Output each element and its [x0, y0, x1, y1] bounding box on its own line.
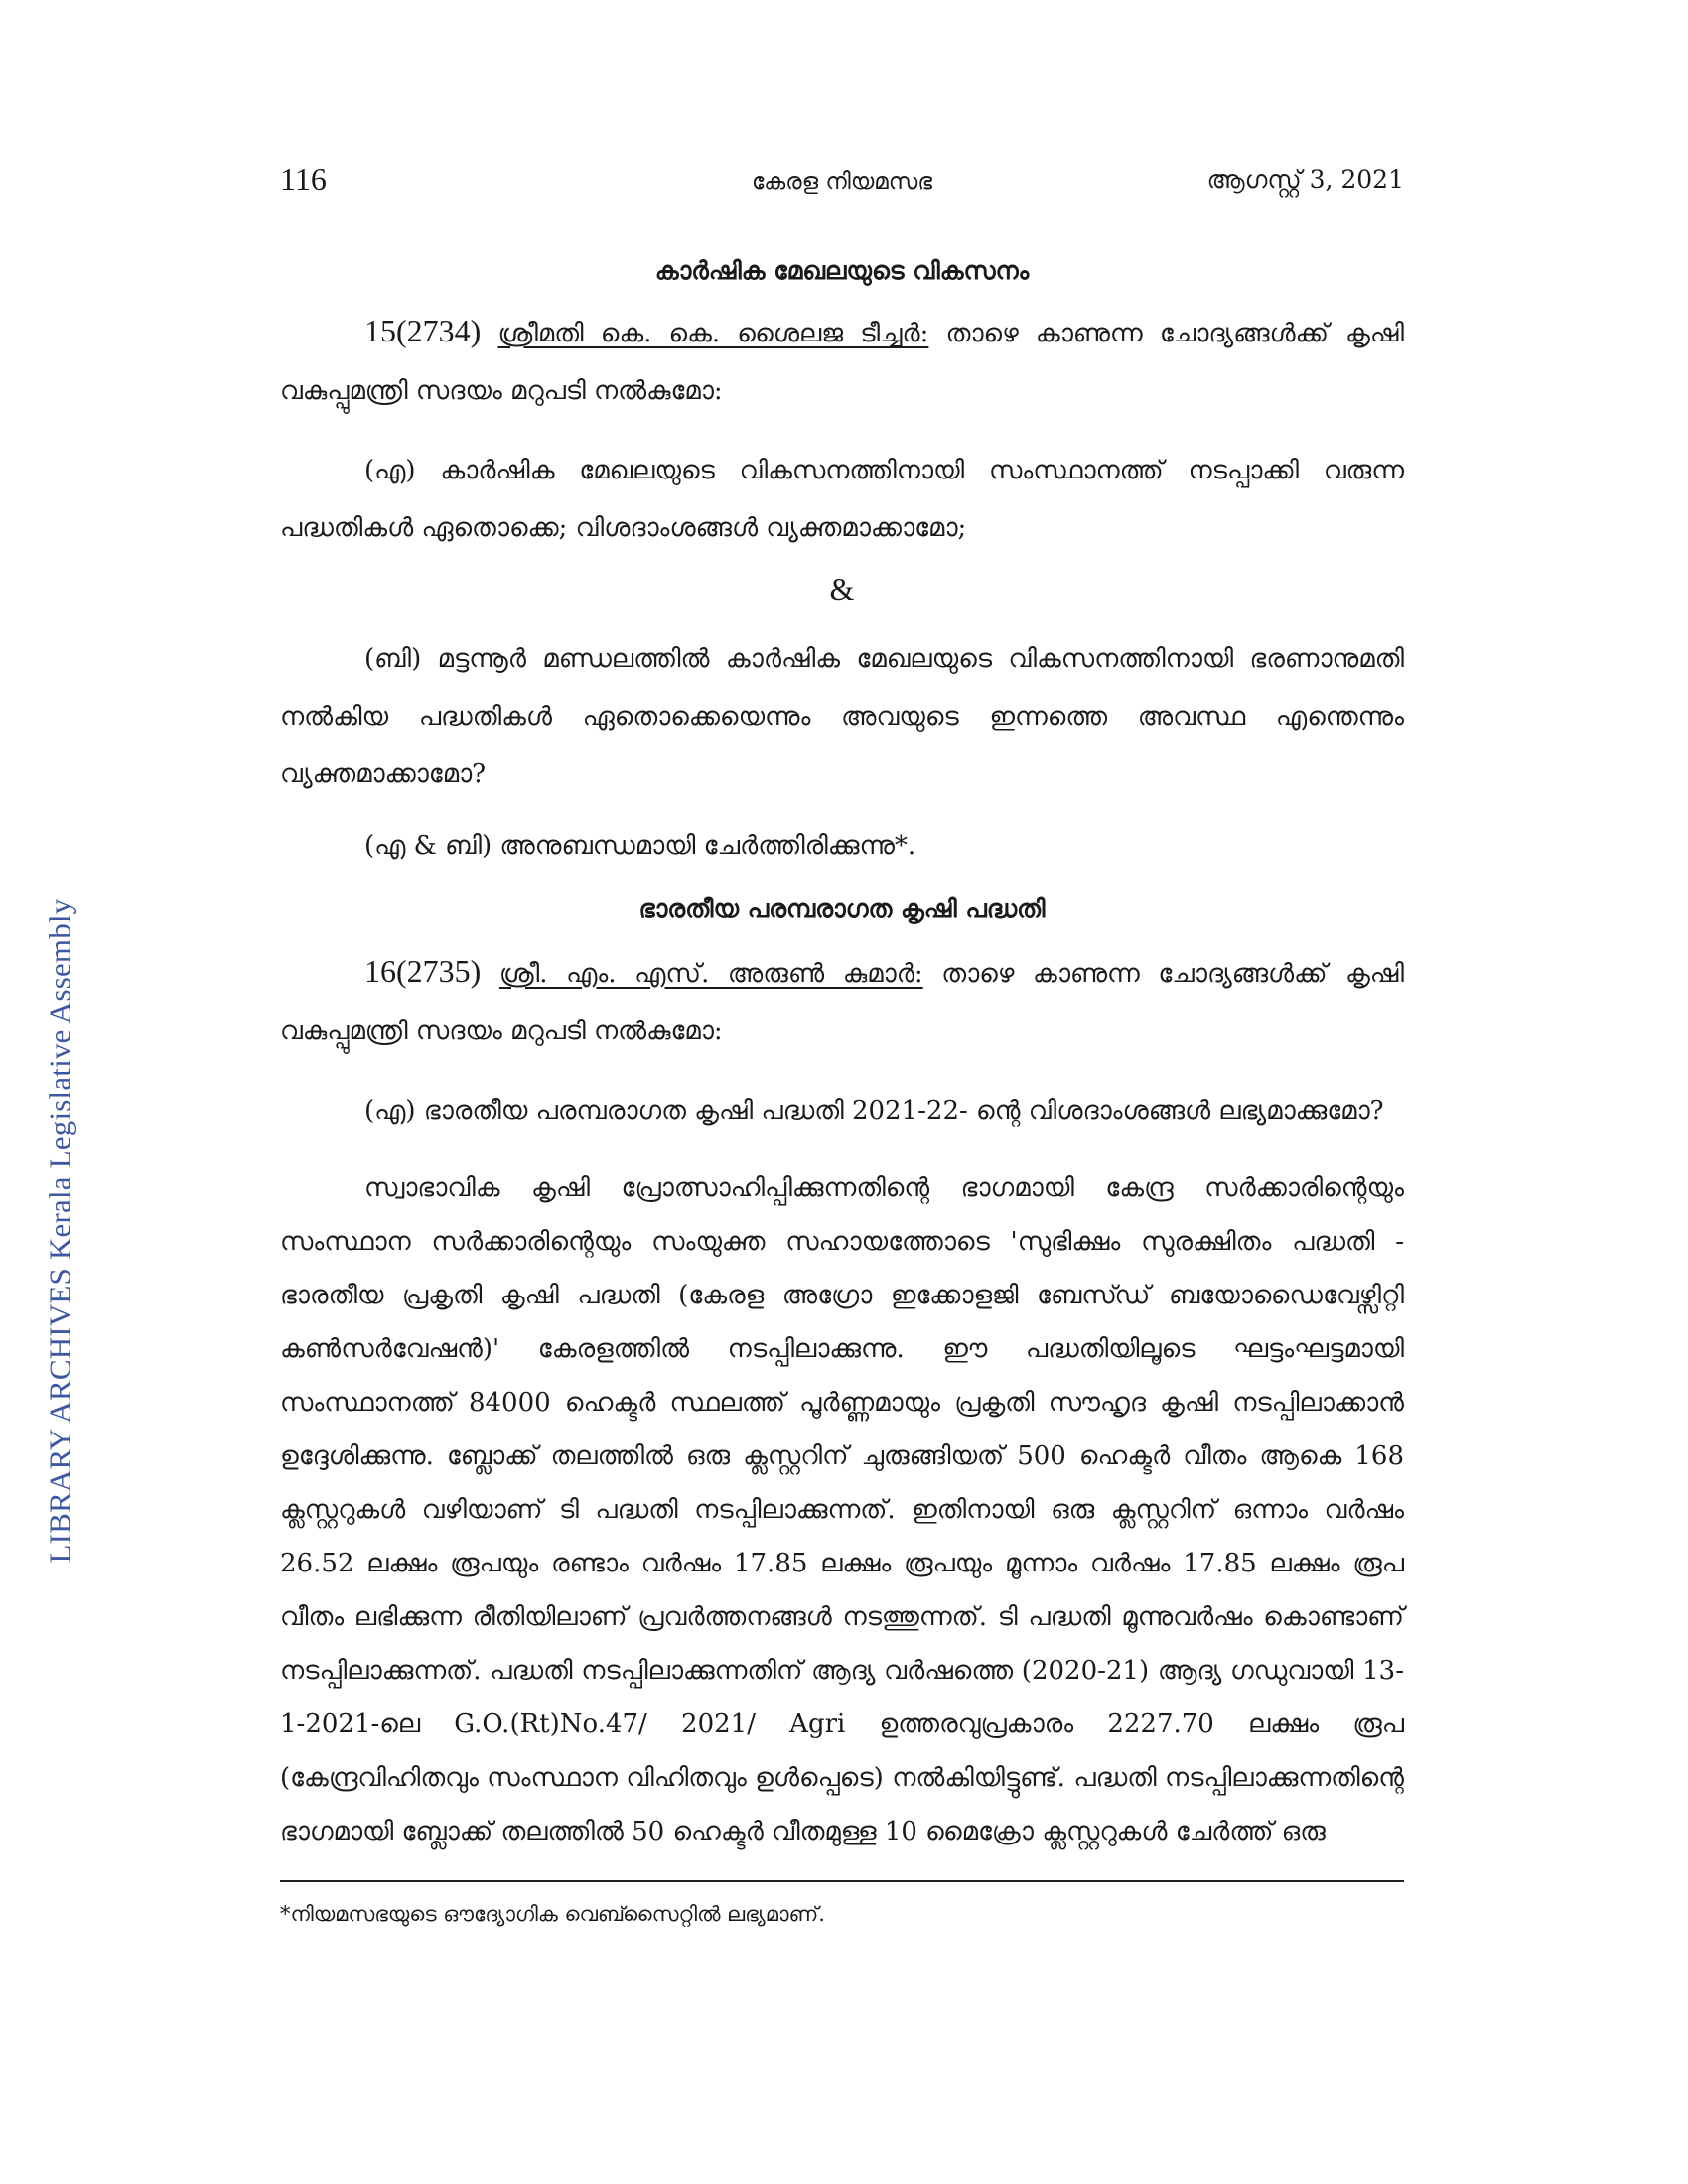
q15-question-intro — [280, 302, 1404, 420]
q16-number: 16(2735) — [364, 953, 482, 989]
document-page — [280, 149, 1404, 1927]
q15-heading: കാർഷിക മേഖലയുടെ വികസനം — [654, 256, 1030, 285]
footnote-divider — [280, 1880, 1404, 1882]
q15-number: 15(2734) — [364, 313, 482, 348]
q15-part-a: (എ) കാർഷിക മേഖലയുടെ വികസനത്തിനായി സംസ്ഥാനത്ത് നടപ്പാക്കി വരുന്ന പദ്ധതികൾ ഏതൊക്കെ; വിശദാംശങ്ങൾ വ്യക്തമാക്കാമോ; — [280, 456, 1404, 543]
archive-watermark — [30, 735, 89, 1727]
q15-answer: (എ & ബി) അനുബന്ധമായി ചേർത്തിരിക്കുന്നു*. — [364, 831, 916, 861]
q15-member: ശ്രീമതി കെ. കെ. ശൈലജ ടീച്ചർ: — [497, 319, 929, 348]
q15-ampersand: & — [829, 571, 855, 607]
q15-intro: താഴെ കാണുന്ന ചോദ്യങ്ങൾക്ക് കൃഷി വകുപ്പുമന്ത്രി സദയം മറുപടി നൽകുമോ: — [280, 319, 1405, 406]
page-header — [280, 149, 1404, 208]
q16-heading: ഭാരതീയ പരമ്പരാഗത കൃഷി പദ്ധതി — [638, 894, 1046, 923]
q16-answer: സ്വാഭാവിക കൃഷി പ്രോത്സാഹിപ്പിക്കുന്നതിന്റെ ഭാഗമായി കേന്ദ്ര സർക്കാരിന്റെയും സംസ്ഥാന സർക്കാരിന്റെയും സംയുക്ത സഹായത്തോടെ 'സുഭിക്ഷം സുരക്ഷിതം പദ്ധതി - ഭാരതീയ പ്രകൃതി കൃഷി പദ്ധതി (കേരള അഗ്രോ ഇക്കോളജി ബേസ്ഡ് ബയോഡൈവേഴ്സിറ്റി കൺസർവേഷൻ)' കേരളത്തിൽ നടപ്പിലാക്കുന്നു. ഈ പദ്ധതിയിലൂടെ ഘട്ടംഘട്ടമായി സംസ്ഥാനത്ത് 84000 ഹെക്ടർ സ്ഥലത്ത് പൂർണ്ണമായും പ്രകൃതി സൗഹൃദ കൃഷി നടപ്പിലാക്കാൻ ഉദ്ദേശിക്കുന്നു. ബ്ലോക്ക് തലത്തിൽ ഒരു ക്ലസ്റ്ററിന് ചുരുങ്ങിയത് 500 ഹെക്ടർ വീതം ആകെ 168 ക്ലസ്റ്ററുകൾ വഴിയാണ് ടി പദ്ധതി നടപ്പിലാക്കുന്നത്. ഇതിനായി ഒരു ക്ലസ്റ്ററിന് ഒന്നാം വർഷം 26.52 ലക്ഷം രൂപയും രണ്ടാം വർഷം 17.85 ലക്ഷം രൂപയും മൂന്നാം വർഷം 17.85 ലക്ഷം രൂപ വീതം ലഭിക്കുന്ന രീതിയിലാണ് പ്രവർത്തനങ്ങൾ നടത്തുന്നത്. ടി പദ്ധതി മൂന്നുവർഷം കൊണ്ടാണ് നടപ്പിലാക്കുന്നത്. പദ്ധതി നടപ്പിലാക്കുന്നതിന് ആദ്യ വർഷത്തെ (2020-21) ആദ്യ ഗഡുവായി 13-1-2021-ലെ G.O.(Rt)No.47/ 2021/ Agri ഉത്തരവുപ്രകാരം 2227.70 ലക്ഷം രൂപ (കേന്ദ്രവിഹിതവും സംസ്ഥാന വിഹിതവും ഉൾപ്പെടെ) നൽകിയിട്ടുണ്ട്. പദ്ധതി നടപ്പിലാക്കുന്നതിന്റെ ഭാഗമായി ബ്ലോക്ക് തലത്തിൽ 50 ഹെക്ടർ വീതമുള്ള 10 മൈക്രോ ക്ലസ്റ്ററുകൾ ചേർത്ത് ഒരു — [280, 1173, 1404, 1846]
q16-part-a: (എ) ഭാരതീയ പരമ്പരാഗത കൃഷി പദ്ധതി 2021-22- ന്റെ വിശദാംശങ്ങൾ ലഭ്യമാക്കുമോ? — [364, 1096, 1384, 1126]
header-title: കേരള നിയമസഭ — [751, 169, 933, 195]
q16-member: ശ്രീ. എം. എസ്. അരുൺ കുമാർ: — [498, 959, 923, 989]
page-number: 116 — [280, 161, 327, 197]
footnote: *നിയമസഭയുടെ ഔദ്യോഗിക വെബ്സൈറ്റിൽ ലഭ്യമാണ്. — [280, 1902, 825, 1926]
q16-question-intro — [280, 942, 1404, 1060]
header-date: ആഗസ്റ്റ് 3, 2021 — [1206, 165, 1404, 194]
q16-intro: താഴെ കാണുന്ന ചോദ്യങ്ങൾക്ക് കൃഷി വകുപ്പുമന്ത്രി സദയം മറുപടി നൽകുമോ: — [280, 959, 1405, 1046]
watermark-text: LIBRARY ARCHIVES Kerala Legislative Assembly — [42, 898, 76, 1564]
q15-part-b: (ബി) മട്ടന്നൂർ മണ്ഡലത്തിൽ കാർഷിക മേഖലയുടെ വികസനത്തിനായി ഭരണാനുമതി നൽകിയ പദ്ധതികൾ ഏതൊക്കെയെന്നും അവയുടെ ഇന്നത്തെ അവസ്ഥ എന്തെന്നും വ്യക്തമാക്കാമോ? — [280, 644, 1404, 789]
